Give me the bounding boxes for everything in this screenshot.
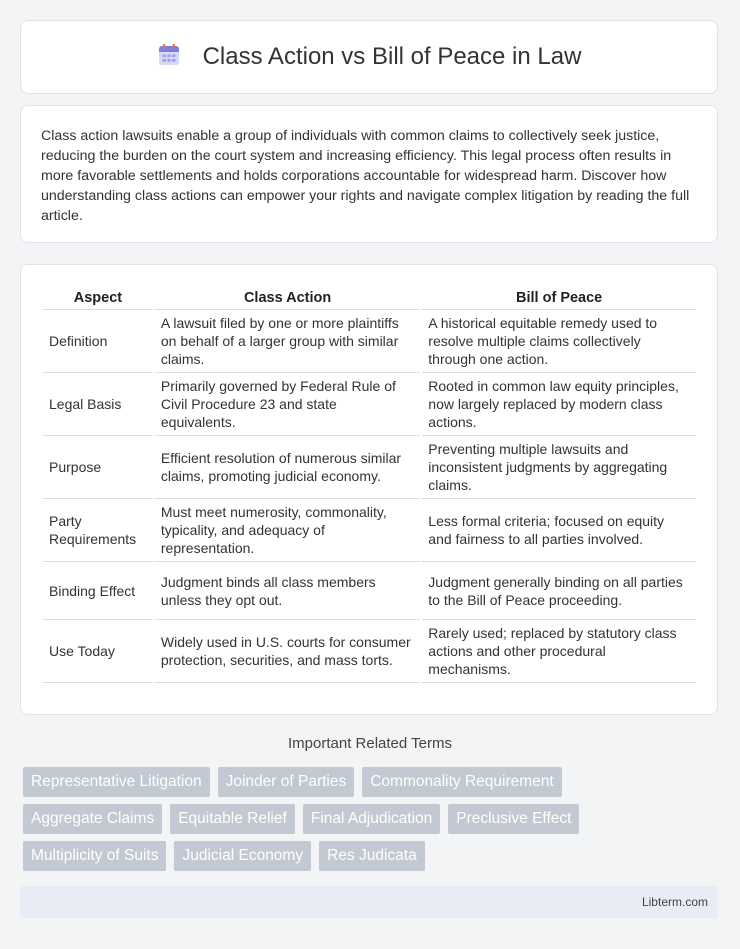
footer xyxy=(20,886,718,918)
header-bill-of-peace: Bill of Peace xyxy=(422,285,696,310)
header-card xyxy=(20,20,718,94)
class-action-cell: Judgment binds all class members unless they opt out. xyxy=(155,562,420,620)
tag-row xyxy=(23,804,723,834)
aspect-cell: Use Today xyxy=(43,620,153,683)
intro-card xyxy=(20,105,718,243)
bill-of-peace-cell: Rooted in common law equity principles, now largely replaced by modern class actions. xyxy=(422,373,696,436)
page-title: Class Action vs Bill of Peace in Law xyxy=(202,43,582,70)
tag-multiplicity-of-suits[interactable]: Multiplicity of Suits xyxy=(23,841,166,871)
table-row xyxy=(43,562,696,620)
bill-of-peace-cell: A historical equitable remedy used to resolve multiple claims collectively through one action. xyxy=(422,310,696,373)
aspect-cell: Party Requirements xyxy=(43,499,153,562)
bill-of-peace-cell: Judgment generally binding on all parties to the Bill of Peace proceeding. xyxy=(422,562,696,620)
header-aspect: Aspect xyxy=(43,285,153,310)
table-row xyxy=(43,499,696,562)
title-wrap xyxy=(157,43,582,72)
class-action-cell: Efficient resolution of numerous similar claims, promoting judicial economy. xyxy=(155,436,420,499)
class-action-cell: Must meet numerosity, commonality, typicality, and adequacy of representation. xyxy=(155,499,420,562)
tag-equitable-relief[interactable]: Equitable Relief xyxy=(170,804,295,834)
table-row xyxy=(43,373,696,436)
tag-row xyxy=(23,767,723,797)
comparison-table xyxy=(41,285,698,683)
class-action-cell: A lawsuit filed by one or more plaintiffs on behalf of a larger group with similar claims. xyxy=(155,310,420,373)
footer-link[interactable]: Libterm.com xyxy=(641,895,708,909)
table-row xyxy=(43,620,696,683)
intro-text: Class action lawsuits enable a group of individuals with common claims to collectively seek justice, reducing the burden on the court system and increasing efficiency. This legal process often results in more favorable settlements and holds corporations accountable for widespread harm. Discover how understanding class actions can empower your rights and navigate complex litigation by reading the full article. xyxy=(41,128,690,224)
comparison-card xyxy=(20,264,718,715)
tag-row xyxy=(23,841,723,871)
tag-judicial-economy[interactable]: Judicial Economy xyxy=(174,841,311,871)
tag-commonality-requirement[interactable]: Commonality Requirement xyxy=(362,767,562,797)
aspect-cell: Definition xyxy=(43,310,153,373)
aspect-cell: Purpose xyxy=(43,436,153,499)
tag-res-judicata[interactable]: Res Judicata xyxy=(319,841,425,871)
bill-of-peace-cell: Less formal criteria; focused on equity and fairness to all parties involved. xyxy=(422,499,696,562)
tag-preclusive-effect[interactable]: Preclusive Effect xyxy=(448,804,579,834)
aspect-cell: Legal Basis xyxy=(43,373,153,436)
tag-final-adjudication[interactable]: Final Adjudication xyxy=(303,804,441,834)
tag-aggregate-claims[interactable]: Aggregate Claims xyxy=(23,804,162,834)
aspect-cell: Binding Effect xyxy=(43,562,153,620)
bill-of-peace-cell: Preventing multiple lawsuits and inconsistent judgments by aggregating claims. xyxy=(422,436,696,499)
table-header-row xyxy=(43,285,696,310)
header-class-action: Class Action xyxy=(155,285,420,310)
bill-of-peace-cell: Rarely used; replaced by statutory class actions and other procedural mechanisms. xyxy=(422,620,696,683)
tag-joinder-of-parties[interactable]: Joinder of Parties xyxy=(218,767,355,797)
table-row xyxy=(43,310,696,373)
calendar-icon xyxy=(157,43,181,72)
tag-representative-litigation[interactable]: Representative Litigation xyxy=(23,767,210,797)
class-action-cell: Primarily governed by Federal Rule of Civil Procedure 23 and state equivalents. xyxy=(155,373,420,436)
class-action-cell: Widely used in U.S. courts for consumer protection, securities, and mass torts. xyxy=(155,620,420,683)
related-terms xyxy=(23,767,723,878)
related-terms-title: Important Related Terms xyxy=(288,735,452,752)
table-row xyxy=(43,436,696,499)
